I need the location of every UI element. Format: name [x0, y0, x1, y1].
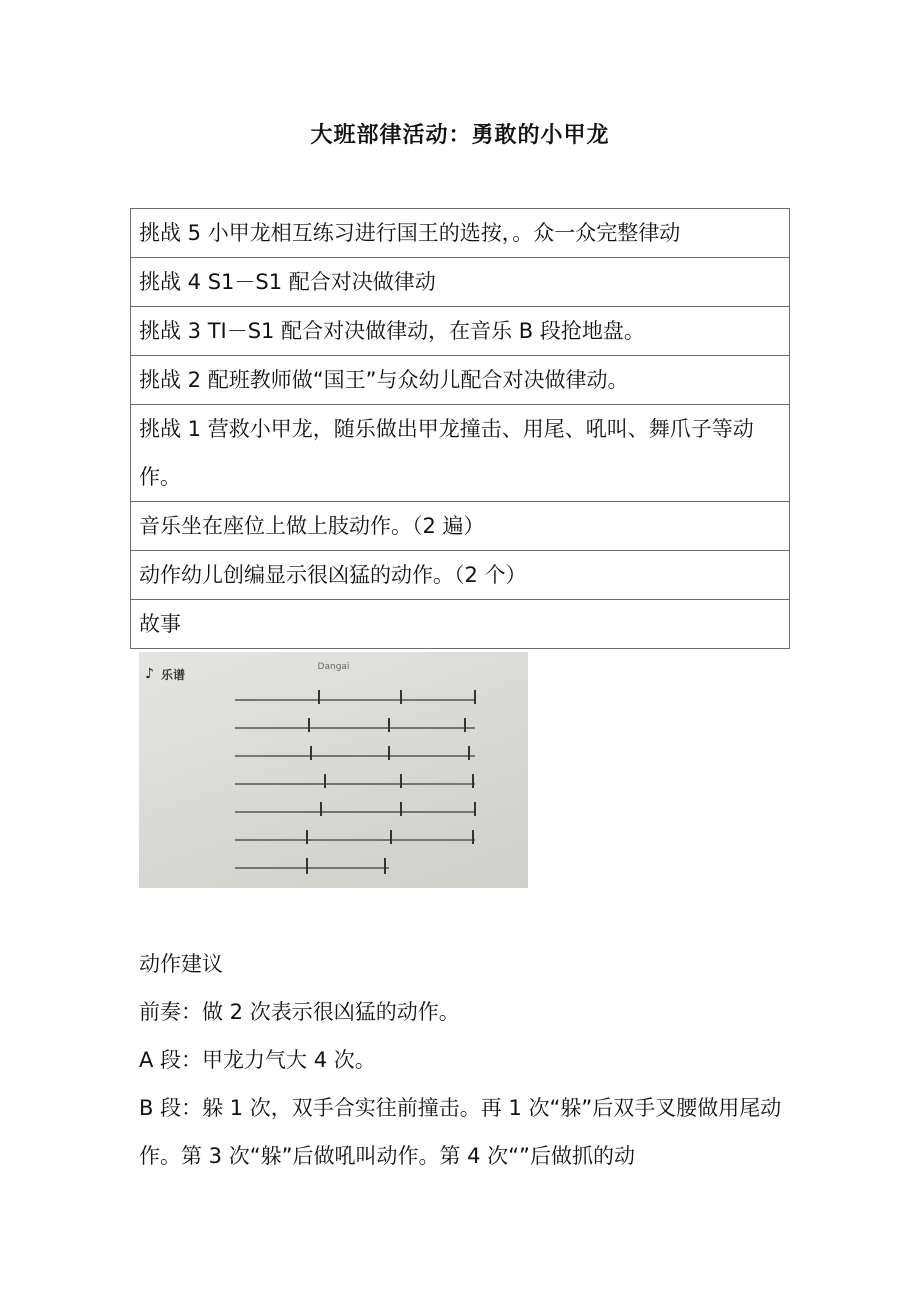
table-cell: 挑战 3 TI－S1 配合对决做律动，在音乐 B 段抢地盘。	[131, 307, 790, 356]
music-note-icon: ♪	[145, 666, 154, 682]
table-cell: 动作幼儿创编显示很凶猛的动作。（2 个）	[131, 551, 790, 600]
table-cell: 故事	[131, 600, 790, 649]
score-staff-lines	[139, 652, 528, 888]
score-label: 乐谱	[161, 668, 186, 682]
suggestion-line: A 段：甲龙力气大 4 次。	[139, 1048, 376, 1072]
table-row	[131, 209, 790, 258]
table-row	[131, 600, 790, 649]
table-row	[131, 356, 790, 405]
table-cell: 挑战 4 S1－S1 配合对决做律动	[131, 258, 790, 307]
page-title: 大班部律活动：勇敢的小甲龙	[310, 123, 610, 148]
challenge-table	[130, 208, 790, 649]
table-cell: 挑战 2 配班教师做“国王”与众幼儿配合对决做律动。	[131, 356, 790, 405]
score-heading: Dangai	[317, 662, 350, 672]
table-row	[131, 258, 790, 307]
music-score-image	[139, 652, 528, 888]
suggestion-line: B 段：躲 1 次，双手合实往前撞击。再 1 次“躲”后双手叉腰做用尾动作。第 3 次“躲”后做吼叫动作。第 4 次“”后做抓的动	[139, 1096, 782, 1168]
table-cell: 挑战 5 小甲龙相互练习进行国王的选按，。众一众完整律动	[131, 209, 790, 258]
suggestions-heading: 动作建议	[139, 952, 223, 976]
table-row	[131, 502, 790, 551]
table-cell: 挑战 1 营救小甲龙，随乐做出甲龙撞击、用尾、吼叫、舞爪子等动作。	[131, 405, 790, 502]
table-row	[131, 405, 790, 502]
table-row	[131, 307, 790, 356]
suggestion-line: 前奏：做 2 次表示很凶猛的动作。	[139, 1000, 460, 1024]
table-cell: 音乐坐在座位上做上肢动作。（2 遍）	[131, 502, 790, 551]
table-row	[131, 551, 790, 600]
